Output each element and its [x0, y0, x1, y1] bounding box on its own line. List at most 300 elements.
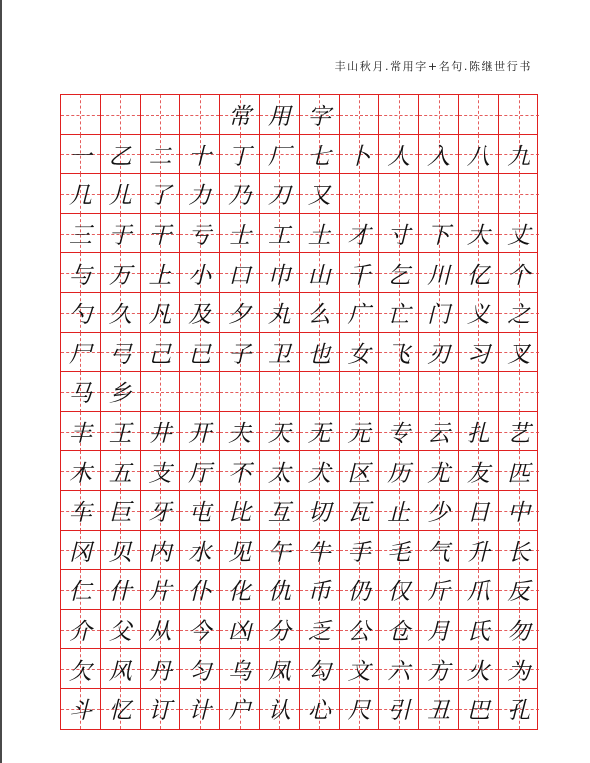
grid-row	[61, 491, 537, 531]
character: 千	[347, 262, 371, 289]
grid-cell	[459, 95, 499, 135]
character: 口	[228, 262, 252, 289]
grid-cell	[101, 135, 141, 175]
character: 牛	[307, 539, 331, 566]
character: 久	[108, 302, 132, 329]
character: 寸	[387, 223, 411, 250]
grid-cell	[141, 491, 181, 531]
character: 公	[347, 619, 371, 646]
grid-cell	[180, 253, 220, 293]
character: 云	[427, 421, 451, 448]
character: 凡	[148, 302, 172, 329]
character: 斗	[68, 698, 92, 725]
character: 与	[68, 262, 92, 289]
grid-cell	[180, 451, 220, 491]
grid-cell	[260, 372, 300, 412]
grid-cell	[260, 214, 300, 254]
grid-cell	[499, 333, 539, 373]
grid-cell	[220, 372, 260, 412]
character: 乏	[307, 619, 331, 646]
grid-cell	[180, 333, 220, 373]
character: 叉	[507, 341, 531, 368]
grid-cell	[379, 451, 419, 491]
character: 三	[68, 223, 92, 250]
character: 巾	[267, 262, 291, 289]
character: 从	[148, 619, 172, 646]
character: 刃	[427, 341, 451, 368]
grid-cell	[300, 333, 340, 373]
character: 六	[387, 658, 411, 685]
grid-cell	[300, 451, 340, 491]
grid-cell	[260, 570, 300, 610]
character: 内	[148, 539, 172, 566]
grid-cell	[141, 531, 181, 571]
character: 个	[507, 262, 531, 289]
character: 上	[148, 262, 172, 289]
character: 丰	[68, 421, 92, 448]
character: 飞	[387, 341, 411, 368]
character: 中	[507, 500, 531, 527]
grid-cell	[61, 214, 101, 254]
grid-cell	[260, 135, 300, 175]
grid-cell	[180, 135, 220, 175]
character: 九	[507, 143, 531, 170]
character: 巴	[466, 698, 490, 725]
grid-cell	[300, 649, 340, 689]
grid-cell	[101, 95, 141, 135]
grid-cell	[61, 174, 101, 214]
character: 儿	[108, 183, 132, 210]
character: 文	[347, 658, 371, 685]
character: 见	[228, 539, 252, 566]
character: 风	[108, 658, 132, 685]
grid-cell	[101, 293, 141, 333]
grid-cell	[180, 214, 220, 254]
character: 常	[228, 104, 252, 131]
grid-cell	[61, 689, 101, 729]
character: 丁	[228, 143, 252, 170]
grid-cell	[141, 570, 181, 610]
character: 木	[68, 460, 92, 487]
grid-cell	[101, 412, 141, 452]
grid-cell	[141, 95, 181, 135]
grid-cell	[499, 610, 539, 650]
character: 氏	[466, 619, 490, 646]
character: 手	[347, 539, 371, 566]
grid-cell	[340, 610, 380, 650]
grid-cell	[419, 531, 459, 571]
grid-cell	[419, 610, 459, 650]
character: 土	[307, 223, 331, 250]
grid-row	[61, 412, 537, 452]
grid-cell	[300, 570, 340, 610]
grid-cell	[379, 135, 419, 175]
grid-cell	[141, 412, 181, 452]
character: 心	[307, 698, 331, 725]
grid-cell	[300, 531, 340, 571]
grid-cell	[101, 689, 141, 729]
grid-cell	[61, 491, 101, 531]
grid-cell	[419, 253, 459, 293]
character: 计	[188, 698, 212, 725]
grid-cell	[379, 214, 419, 254]
character: 扎	[466, 421, 490, 448]
grid-cell	[340, 293, 380, 333]
grid-cell	[499, 649, 539, 689]
grid-cell	[180, 531, 220, 571]
character: 今	[188, 619, 212, 646]
character: 日	[466, 500, 490, 527]
grid-cell	[499, 570, 539, 610]
grid-cell	[141, 372, 181, 412]
grid-row	[61, 174, 537, 214]
grid-cell	[379, 95, 419, 135]
character: 万	[108, 262, 132, 289]
character: 士	[228, 223, 252, 250]
grid-cell	[220, 649, 260, 689]
grid-cell	[499, 95, 539, 135]
character: 艺	[507, 421, 531, 448]
grid-cell	[419, 174, 459, 214]
character: 贝	[108, 539, 132, 566]
character: 仆	[188, 579, 212, 606]
character: 夕	[228, 302, 252, 329]
character: 用	[267, 104, 291, 131]
grid-cell	[459, 451, 499, 491]
character: 父	[108, 619, 132, 646]
character: 支	[148, 460, 172, 487]
character: 亡	[387, 302, 411, 329]
grid-cell	[101, 610, 141, 650]
character: 及	[188, 302, 212, 329]
grid-cell	[220, 412, 260, 452]
grid-cell	[220, 689, 260, 729]
character: 五	[108, 460, 132, 487]
grid-cell	[141, 333, 181, 373]
grid-cell	[260, 610, 300, 650]
grid-cell	[220, 531, 260, 571]
grid-cell	[340, 649, 380, 689]
grid-cell	[61, 610, 101, 650]
grid-cell	[101, 372, 141, 412]
character: 月	[427, 619, 451, 646]
grid-cell	[419, 451, 459, 491]
grid-cell	[220, 214, 260, 254]
grid-cell	[260, 293, 300, 333]
character: 乃	[228, 183, 252, 210]
character: 户	[228, 698, 252, 725]
character: 长	[507, 539, 531, 566]
grid-cell	[101, 333, 141, 373]
character: 车	[68, 500, 92, 527]
grid-cell	[340, 491, 380, 531]
grid-cell	[340, 214, 380, 254]
character: 小	[188, 262, 212, 289]
character: 毛	[387, 539, 411, 566]
character: 尺	[347, 698, 371, 725]
character: 忆	[108, 698, 132, 725]
character: 广	[347, 302, 371, 329]
character: 入	[427, 143, 451, 170]
grid-cell	[499, 531, 539, 571]
character: 比	[228, 500, 252, 527]
grid-cell	[61, 95, 101, 135]
grid-cell	[61, 451, 101, 491]
character: 川	[427, 262, 451, 289]
grid-cell	[419, 689, 459, 729]
grid-cell	[220, 451, 260, 491]
grid-cell	[180, 372, 220, 412]
grid-cell	[141, 135, 181, 175]
grid-cell	[180, 174, 220, 214]
character: 弓	[108, 341, 132, 368]
character: 历	[387, 460, 411, 487]
grid-cell	[419, 372, 459, 412]
grid-cell	[419, 214, 459, 254]
character: 止	[387, 500, 411, 527]
grid-cell	[459, 174, 499, 214]
grid-cell	[180, 610, 220, 650]
character: 冈	[68, 539, 92, 566]
grid-cell	[419, 412, 459, 452]
character: 十	[188, 143, 212, 170]
character: 片	[148, 579, 172, 606]
character: 屯	[188, 500, 212, 527]
character: 仍	[347, 579, 371, 606]
character: 人	[387, 143, 411, 170]
grid-cell	[141, 253, 181, 293]
grid-cell	[419, 570, 459, 610]
grid-cell	[459, 649, 499, 689]
grid-cell	[141, 649, 181, 689]
grid-cell	[180, 293, 220, 333]
character: 元	[347, 421, 371, 448]
grid-cell	[340, 412, 380, 452]
grid-cell	[499, 491, 539, 531]
grid-cell	[379, 293, 419, 333]
grid-cell	[379, 491, 419, 531]
character: 升	[466, 539, 490, 566]
grid-cell	[340, 531, 380, 571]
grid-cell	[419, 293, 459, 333]
grid-cell	[459, 491, 499, 531]
grid-cell	[340, 570, 380, 610]
grid-cell	[61, 253, 101, 293]
character: 匹	[507, 460, 531, 487]
character: 之	[507, 302, 531, 329]
grid-cell	[499, 253, 539, 293]
character: 乡	[108, 381, 132, 408]
grid-cell	[220, 570, 260, 610]
grid-cell	[220, 174, 260, 214]
grid-cell	[300, 610, 340, 650]
grid-cell	[260, 174, 300, 214]
character: 凤	[267, 658, 291, 685]
character: 凶	[228, 619, 252, 646]
grid-row	[61, 333, 537, 373]
grid-cell	[260, 451, 300, 491]
grid-cell	[61, 293, 101, 333]
grid-row	[61, 531, 537, 571]
grid-row	[61, 610, 537, 650]
character: 仅	[387, 579, 411, 606]
grid-cell	[180, 95, 220, 135]
character: 乙	[108, 143, 132, 170]
character: 又	[307, 183, 331, 210]
character: 山	[307, 262, 331, 289]
grid-cell	[300, 372, 340, 412]
character: 七	[307, 143, 331, 170]
grid-cell	[61, 372, 101, 412]
grid-cell	[220, 293, 260, 333]
character: 刀	[267, 183, 291, 210]
grid-cell	[300, 95, 340, 135]
character: 一	[68, 143, 92, 170]
character: 下	[427, 223, 451, 250]
grid-cell	[459, 253, 499, 293]
grid-cell	[61, 570, 101, 610]
grid-cell	[459, 214, 499, 254]
character: 无	[307, 421, 331, 448]
grid-cell	[300, 174, 340, 214]
grid-cell	[459, 372, 499, 412]
character: 专	[387, 421, 411, 448]
grid-cell	[260, 333, 300, 373]
grid-cell	[141, 451, 181, 491]
grid-row	[61, 372, 537, 412]
grid-cell	[141, 214, 181, 254]
grid-cell	[61, 531, 101, 571]
character: 勺	[68, 302, 92, 329]
grid-cell	[379, 174, 419, 214]
grid-cell	[101, 451, 141, 491]
character: 丑	[427, 698, 451, 725]
character: 认	[267, 698, 291, 725]
character: 不	[228, 460, 252, 487]
character: 丹	[148, 658, 172, 685]
character: 币	[307, 579, 331, 606]
grid-cell	[340, 135, 380, 175]
character: 水	[188, 539, 212, 566]
grid-cell	[459, 412, 499, 452]
character: 乞	[387, 262, 411, 289]
character: 二	[148, 143, 172, 170]
character: 丈	[507, 223, 531, 250]
character: 互	[267, 500, 291, 527]
grid-cell	[459, 293, 499, 333]
grid-cell	[300, 293, 340, 333]
grid-row	[61, 689, 537, 729]
character: 仓	[387, 619, 411, 646]
grid-cell	[141, 610, 181, 650]
character: 亿	[466, 262, 490, 289]
grid-row	[61, 95, 537, 135]
practice-grid	[60, 94, 538, 730]
grid-cell	[220, 610, 260, 650]
character: 切	[307, 500, 331, 527]
grid-cell	[499, 135, 539, 175]
character: 卫	[267, 341, 291, 368]
grid-cell	[300, 214, 340, 254]
character: 字	[307, 104, 331, 131]
grid-cell	[300, 412, 340, 452]
character: 干	[148, 223, 172, 250]
character: 己	[148, 341, 172, 368]
character: 瓦	[347, 500, 371, 527]
grid-cell	[101, 491, 141, 531]
character: 厂	[267, 143, 291, 170]
character: 厅	[188, 460, 212, 487]
character: 才	[347, 223, 371, 250]
grid-cell	[419, 491, 459, 531]
grid-cell	[260, 689, 300, 729]
character: 午	[267, 539, 291, 566]
character: 仇	[267, 579, 291, 606]
character: 王	[108, 421, 132, 448]
grid-cell	[220, 253, 260, 293]
grid-cell	[499, 214, 539, 254]
character: 亏	[188, 223, 212, 250]
grid-cell	[340, 174, 380, 214]
grid-cell	[260, 253, 300, 293]
character: 八	[466, 143, 490, 170]
grid-cell	[300, 491, 340, 531]
grid-cell	[379, 412, 419, 452]
grid-cell	[300, 253, 340, 293]
grid-cell	[61, 649, 101, 689]
character: 火	[466, 658, 490, 685]
page-edge-bar	[0, 0, 2, 763]
grid-cell	[220, 333, 260, 373]
grid-cell	[180, 689, 220, 729]
character: 巨	[108, 500, 132, 527]
grid-cell	[260, 649, 300, 689]
character: 女	[347, 341, 371, 368]
character: 仁	[68, 579, 92, 606]
character: 斤	[427, 579, 451, 606]
grid-row	[61, 451, 537, 491]
grid-cell	[419, 333, 459, 373]
character: 少	[427, 500, 451, 527]
grid-cell	[141, 689, 181, 729]
page-title: 丰山秋月.常用字+名句.陈继世行书	[334, 60, 532, 73]
grid-cell	[101, 214, 141, 254]
grid-row	[61, 214, 537, 254]
grid-cell	[419, 649, 459, 689]
grid-row	[61, 649, 537, 689]
grid-cell	[379, 372, 419, 412]
grid-cell	[499, 412, 539, 452]
character: 孔	[507, 698, 531, 725]
character: 爪	[466, 579, 490, 606]
grid-cell	[61, 333, 101, 373]
grid-row	[61, 293, 537, 333]
character: 什	[108, 579, 132, 606]
grid-cell	[379, 253, 419, 293]
character: 丸	[267, 302, 291, 329]
grid-cell	[379, 333, 419, 373]
grid-cell	[180, 570, 220, 610]
character: 勾	[307, 658, 331, 685]
character: 尤	[427, 460, 451, 487]
grid-cell	[379, 689, 419, 729]
grid-cell	[340, 372, 380, 412]
character: 方	[427, 658, 451, 685]
grid-cell	[379, 610, 419, 650]
character: 介	[68, 619, 92, 646]
grid-cell	[260, 531, 300, 571]
grid-cell	[340, 333, 380, 373]
